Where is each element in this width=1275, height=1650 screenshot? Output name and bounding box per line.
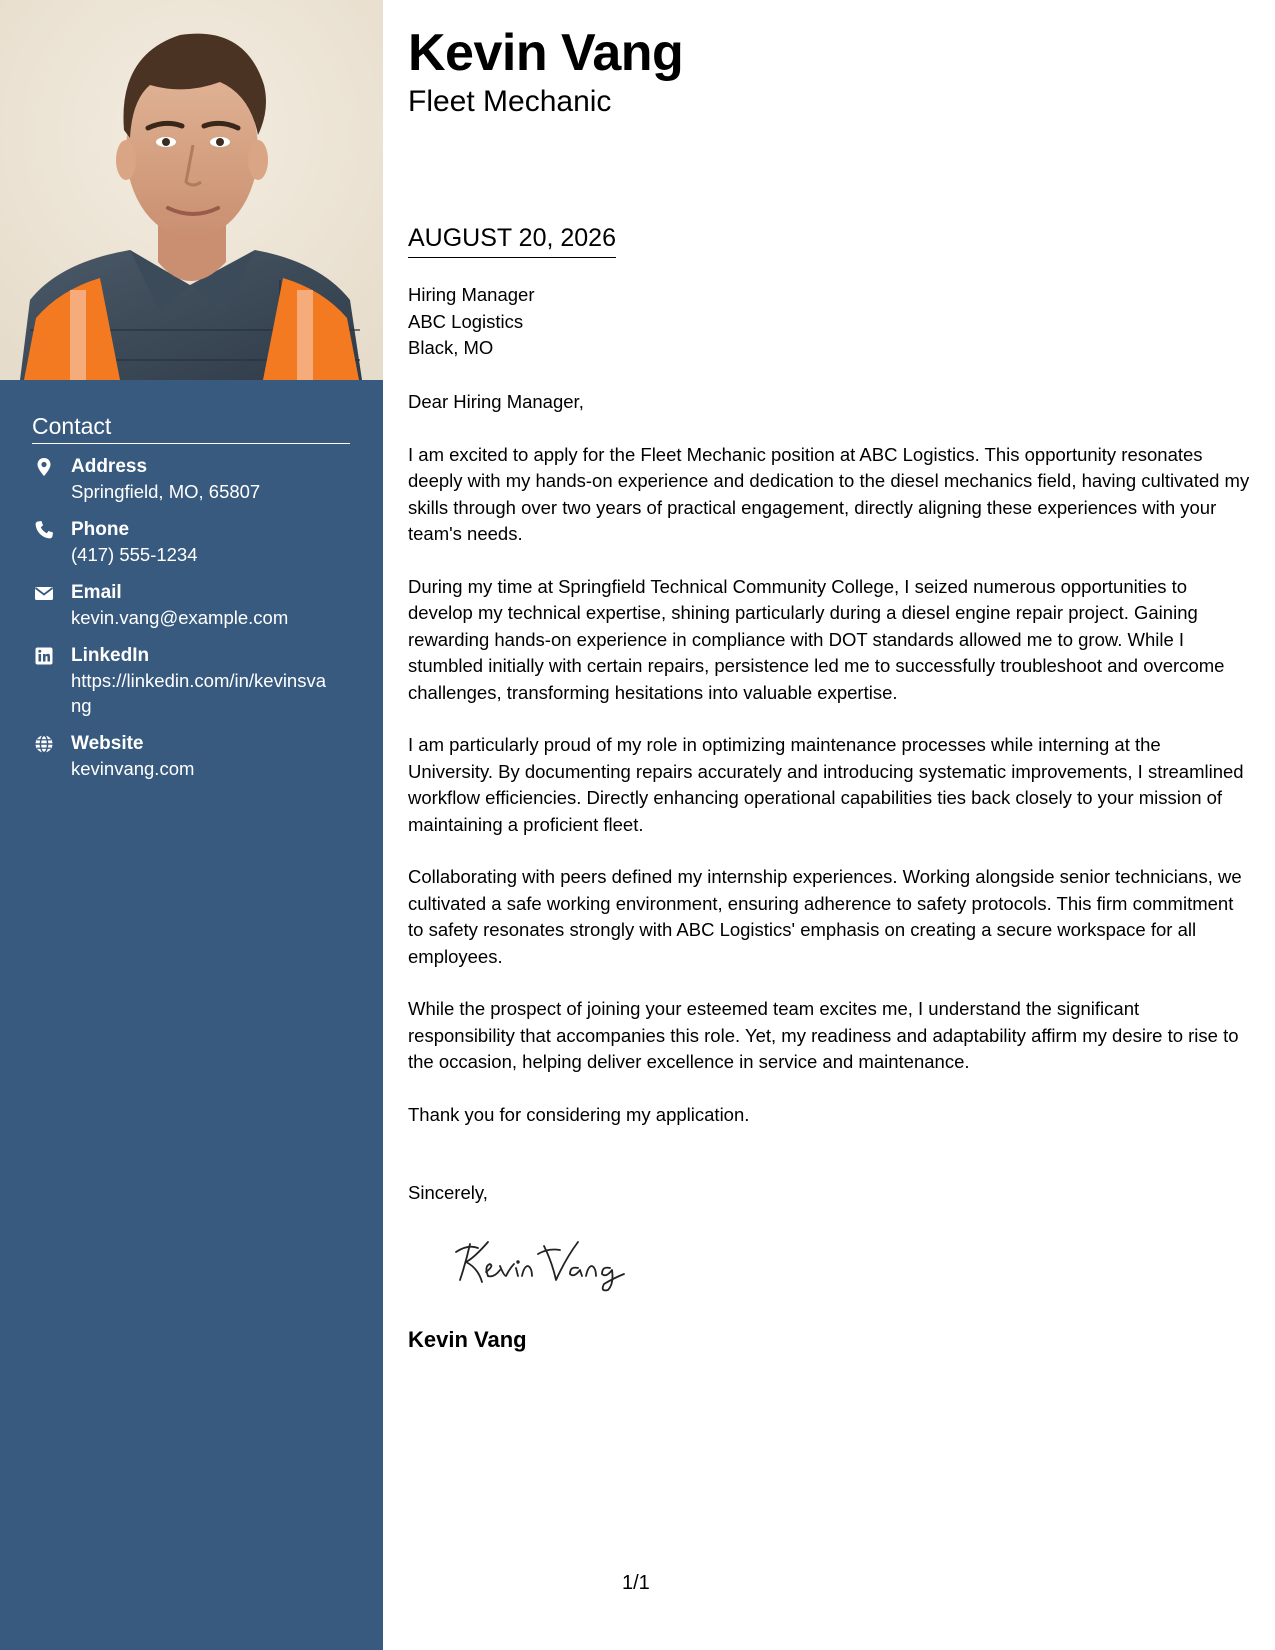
letter-paragraph: Collaborating with peers defined my internship experiences. Working alongside senior technicians, we cultivated a safe working environment, ensuring adherence to safety protocols. This firm commitment to safety resonates strongly with ABC Logistics' emphasis on creating a secure workspace for all employees. xyxy=(408,866,1242,967)
letter-date: AUGUST 20, 2026 xyxy=(408,222,616,258)
handwritten-signature xyxy=(448,1232,648,1292)
contact-label: Address xyxy=(71,456,148,477)
globe-icon xyxy=(34,734,54,754)
greeting: Dear Hiring Manager, xyxy=(408,391,584,412)
contact-item-linkedin xyxy=(32,644,352,718)
profile-photo xyxy=(0,0,383,380)
location-pin-icon xyxy=(34,457,54,477)
contact-heading: Contact xyxy=(32,413,350,444)
contact-value[interactable]: https://linkedin.com/in/kevinsvang xyxy=(71,670,327,716)
contact-item-address xyxy=(32,455,352,504)
signature-name: Kevin Vang xyxy=(408,1327,527,1352)
phone-icon xyxy=(34,520,54,540)
contact-value: kevin.vang@example.com xyxy=(71,607,289,628)
contact-item-phone xyxy=(32,518,352,567)
thanks-line: Thank you for considering my application. xyxy=(408,1103,750,1125)
contact-value: Springfield, MO, 65807 xyxy=(71,481,261,502)
contact-label: Website xyxy=(71,733,144,754)
letter-paragraph: During my time at Springfield Technical Community College, I seized numerous opportunities to develop my technical expertise, shining particularly during a diesel engine repair project. Gaining rewarding hands-on experience in compliance with DOT standards allowed me to grow. While I stumbled initially with certain repairs, persistence led me to successfully troubleshoot and overcome challenges, transforming hesitations into valuable expertise. xyxy=(408,575,1225,703)
contact-item-website xyxy=(32,732,352,781)
contact-label: LinkedIn xyxy=(71,645,150,666)
job-title: Fleet Mechanic xyxy=(408,85,612,118)
letter-body xyxy=(408,389,1250,1233)
letter-paragraph: I am excited to apply for the Fleet Mechanic position at ABC Logistics. This opportunity resonates deeply with my hands-on experience and dedication to the diesel mechanics field, having cultivated my skills through over two years of practical engagement, directly aligning these experiences with your team's needs. xyxy=(408,443,1250,544)
recipient-line: Hiring Manager xyxy=(408,284,535,305)
sidebar xyxy=(0,0,383,1650)
page-number: 1/1 xyxy=(622,1572,650,1594)
recipient-line: Black, MO xyxy=(408,337,494,358)
closing-line: Sincerely, xyxy=(408,1182,488,1203)
contact-value[interactable]: kevinvang.com xyxy=(71,758,195,779)
recipient-line: ABC Logistics xyxy=(408,310,524,332)
letter-paragraph: While the prospect of joining your esteemed team excites me, I understand the significant responsibility that accompanies this role. Yet, my readiness and adaptability affirm my desire to rise to the occasion, helping deliver excellence in service and maintenance. xyxy=(408,998,1239,1072)
contact-item-email xyxy=(32,581,352,630)
contact-label: Phone xyxy=(71,519,130,540)
contact-list xyxy=(32,455,352,795)
contact-label: Email xyxy=(71,582,122,603)
letter-paragraph: I am particularly proud of my role in optimizing maintenance processes while interning at the University. By documenting repairs accurately and introducing systematic improvements, I streamlined workflow efficiencies. Directly enhancing operational capabilities ties back closely to your mission of maintaining a proficient fleet. xyxy=(408,734,1244,835)
contact-value: (417) 555-1234 xyxy=(71,544,198,565)
linkedin-icon xyxy=(34,646,54,666)
envelope-icon xyxy=(34,583,54,603)
recipient-block xyxy=(408,282,534,362)
applicant-name: Kevin Vang xyxy=(408,24,684,82)
